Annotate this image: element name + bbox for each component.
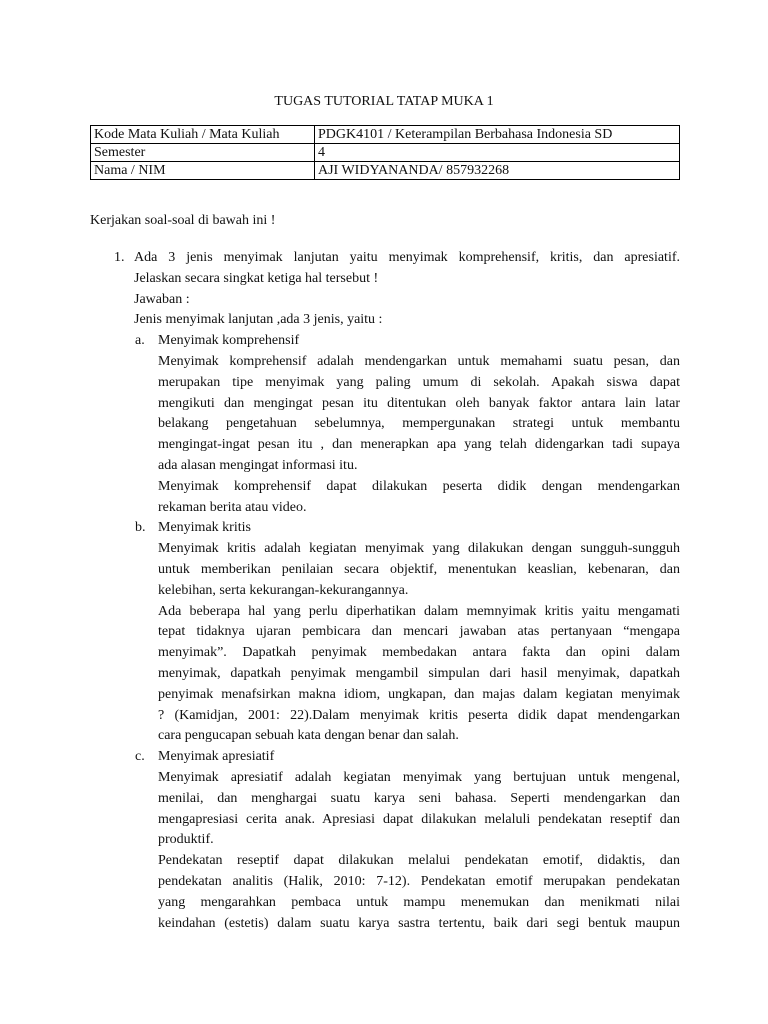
paragraph-line: keindahan (estetis) dalam suatu karya sastra tertentu, baik dari segi bentuk maupun	[158, 915, 680, 931]
paragraph-line: ? (Kamidjan, 2001: 22).Dalam menyimak kritis peserta didik dapat mendengarkan	[158, 707, 680, 723]
answer-intro: Jenis menyimak lanjutan ,ada 3 jenis, yaitu :	[134, 312, 383, 328]
question-item	[90, 248, 680, 331]
info-value: AJI WIDYANANDA/ 857932268	[315, 162, 680, 180]
paragraph-line: Menyimak komprehensif dapat dilakukan peserta didik dengan mendengarkan	[158, 478, 680, 494]
section-letter: a.	[135, 333, 145, 349]
paragraph-line: Menyimak komprehensif adalah mendengarkan untuk memahami suatu pesan, dan	[158, 353, 680, 369]
paragraph-line: yang mengarahkan pembaca untuk mampu menemukan dan menikmati nilai	[158, 894, 680, 910]
paragraph-line: merupakan tipe menyimak yang paling umum di sekolah. Apakah siswa dapat	[158, 374, 680, 390]
info-label: Kode Mata Kuliah / Mata Kuliah	[91, 126, 315, 144]
paragraph-line: belakang pengetahuan sebelumnya, mempergunakan strategi untuk membantu	[158, 416, 680, 432]
paragraph-line: cara pengucapan sebuah kata dengan benar dan salah.	[158, 728, 459, 744]
section-heading: Menyimak apresiatif	[158, 749, 275, 765]
instruction-text: Kerjakan soal-soal di bawah ini !	[90, 213, 276, 228]
paragraph-line: pendekatan analitis (Halik, 2010: 7-12). Pendekatan emotif merupakan pendekatan	[158, 873, 680, 889]
paragraph-line: menilai, dan menghargai suatu karya seni bahasa. Seperti mendengarkan dan	[158, 790, 680, 806]
paragraph-line: Menyimak apresiatif adalah kegiatan menyimak yang bertujuan untuk mengenal,	[158, 769, 680, 785]
section-heading: Menyimak kritis	[158, 520, 251, 536]
table-row	[91, 144, 680, 162]
section-heading: Menyimak komprehensif	[158, 333, 300, 349]
section-c	[90, 747, 680, 934]
question-block	[90, 248, 680, 934]
paragraph-line: menyimak”. Dapatkah penyimak membedakan antara fakta dan opini dalam	[158, 645, 680, 661]
table-row	[91, 162, 680, 180]
paragraph-line: ada alasan mengingat informasi itu.	[158, 457, 358, 473]
document-title: TUGAS TUTORIAL TATAP MUKA 1	[274, 94, 494, 109]
paragraph-line: rekaman berita atau video.	[158, 499, 307, 515]
info-label: Nama / NIM	[91, 162, 315, 180]
paragraph-line: tepat tidaknya ujaran pembicara dan mencari jawaban atas pertanyaan “mengapa	[158, 624, 680, 640]
paragraph-line: mengapresiasi cerita anak. Apresiasi dapat dilakukan melaluli pendekatan reseptif dan	[158, 811, 680, 827]
info-label: Semester	[91, 144, 315, 162]
paragraph-line: Menyimak kritis adalah kegiatan menyimak yang dilakukan dengan sungguh-sungguh	[158, 541, 680, 557]
paragraph-line: produktif.	[158, 832, 214, 848]
question-line: Ada 3 jenis menyimak lanjutan yaitu menyimak komprehensif, kritis, dan apresiatif.	[134, 250, 680, 265]
info-value: 4	[315, 144, 680, 162]
section-letter: b.	[135, 520, 146, 536]
answer-label: Jawaban :	[134, 291, 190, 307]
paragraph-line: kelebihan, serta kekurangan-kekurangannya.	[158, 582, 409, 598]
info-value: PDGK4101 / Keterampilan Berbahasa Indonesia SD	[315, 126, 680, 144]
paragraph-line: untuk memberikan penilaian secara objektif, menentukan keaslian, kebenaran, dan	[158, 561, 680, 577]
paragraph-line: mengikuti dan mengingat pesan itu ditentukan oleh banyak faktor antara lain latar	[158, 395, 680, 411]
paragraph-line: Ada beberapa hal yang perlu diperhatikan dalam memnyimak kritis yaitu mengamati	[158, 603, 680, 619]
table-row	[91, 126, 680, 144]
paragraph-line: Pendekatan reseptif dapat dilakukan melalui pendekatan emotif, didaktis, dan	[158, 853, 680, 869]
section-letter: c.	[135, 749, 145, 765]
section-b	[90, 518, 680, 747]
paragraph-line: mengingat-ingat pesan itu , dan menerapkan apa yang telah didengarkan tadi supaya	[158, 437, 680, 453]
paragraph-line: penyimak menafsirkan makna idiom, ungkapan, dan majas dalam kegiatan menyimak	[158, 686, 680, 702]
paragraph-line: menyimak, dapatkah penyimak mengambil simpulan dari hasil menyimak, dapatkah	[158, 665, 680, 681]
section-a	[90, 331, 680, 518]
info-table	[90, 125, 680, 180]
question-number: 1.	[114, 250, 125, 265]
question-line: Jelaskan secara singkat ketiga hal tersebut !	[134, 270, 379, 286]
